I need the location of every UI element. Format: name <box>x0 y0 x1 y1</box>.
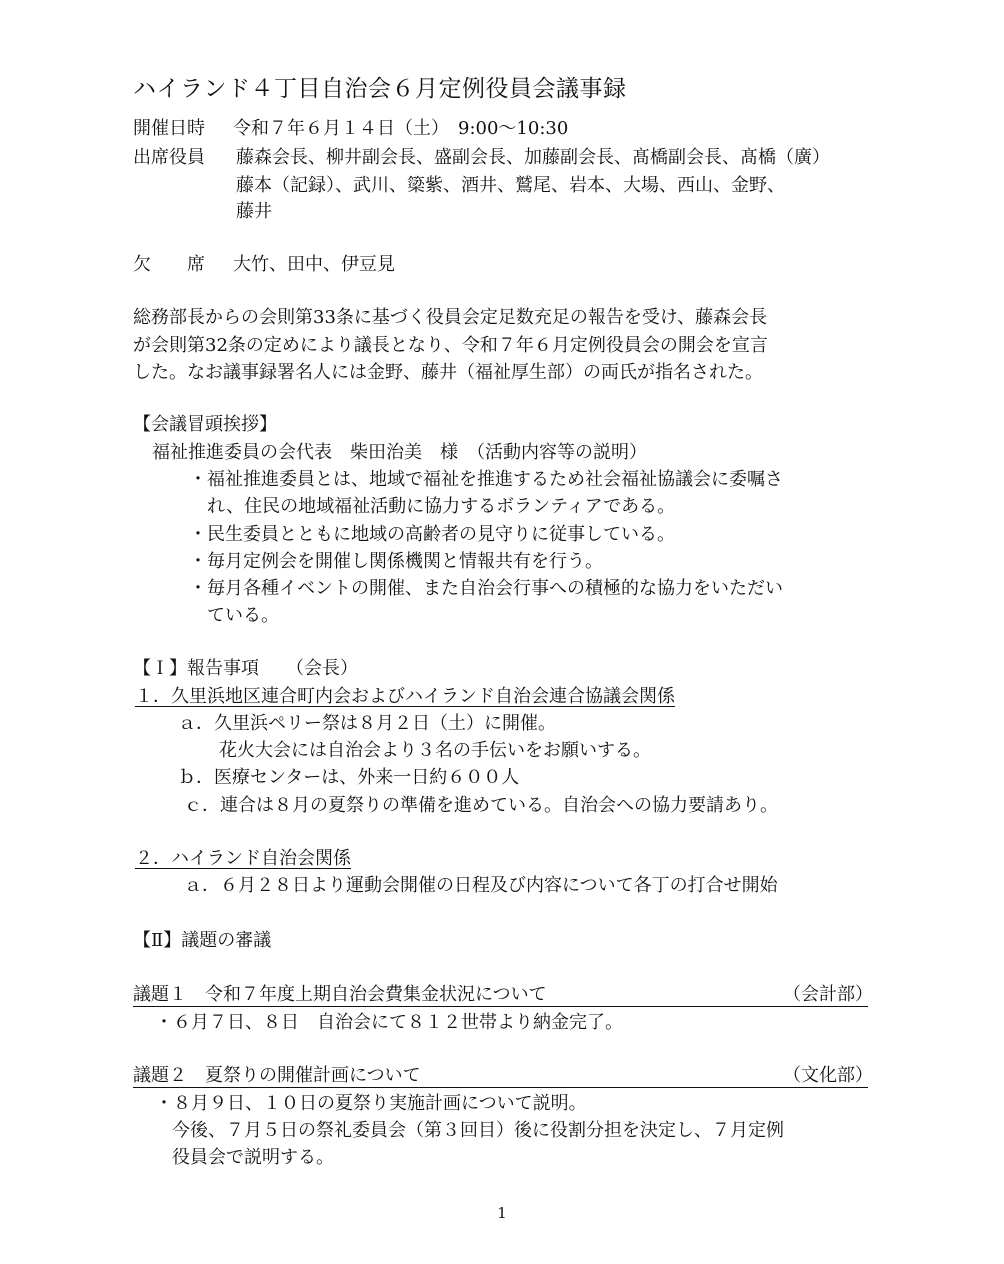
agenda-1-rule <box>133 1006 868 1007</box>
greeting-bullet-1-cont: れ、住民の地域福祉活動に協力するボランティアである。 <box>207 496 676 517</box>
greeting-bullet-4: ・毎月各種イベントの開催、また自治会行事への積極的な協力をいただい <box>189 578 783 599</box>
absent-value: 大竹、田中、伊豆見 <box>233 254 395 275</box>
greeting-speaker: 福祉推進委員の会代表 柴田治美 様 （活動内容等の説明） <box>152 442 647 463</box>
greeting-bullet-4-cont: ている。 <box>207 605 279 626</box>
greeting-bullet-3: ・毎月定例会を開催し関係機関と情報共有を行う。 <box>189 551 603 572</box>
page-number: 1 <box>497 1204 507 1222</box>
report-heading: 【Ｉ】報告事項 （会長） <box>133 658 358 679</box>
agenda-2-line-2: 今後、７月５日の祭礼委員会（第３回目）後に役割分担を決定し、７月定例 <box>172 1120 784 1141</box>
attendees-label: 出席役員 <box>133 147 205 168</box>
agenda-1-line-1: ・６月７日、８日 自治会にて８１２世帯より納金完了。 <box>155 1012 623 1033</box>
absent-label: 欠 席 <box>133 254 205 275</box>
agenda-2-title: 議題２ 夏祭りの開催計画について <box>133 1065 421 1086</box>
attendees-line-3: 藤井 <box>236 201 272 222</box>
agenda-2-dept: （文化部） <box>783 1065 873 1086</box>
agenda-2-rule <box>133 1087 868 1088</box>
meeting-date-value: 令和７年６月１４日（土） 9:00〜10:30 <box>233 118 569 139</box>
report-item-1-c: ｃ．連合は８月の夏祭りの準備を進めている。自治会への協力要請あり。 <box>184 795 778 816</box>
agenda-1-title: 議題１ 令和７年度上期自治会費集金状況について <box>133 984 547 1005</box>
agenda-1-dept: （会計部） <box>783 984 873 1005</box>
report-item-1-title: １．久里浜地区連合町内会およびハイランド自治会連合協議会関係 <box>135 686 675 707</box>
report-item-1-a: ａ．久里浜ペリー祭は８月２日（土）に開催。 <box>178 713 556 734</box>
report-item-1-b: ｂ．医療センターは、外来一日約６００人 <box>178 767 520 788</box>
report-item-2-a: ａ．６月２８日より運動会開催の日程及び内容について各丁の打合せ開始 <box>184 875 778 896</box>
agenda-2-line-3: 役員会で説明する。 <box>172 1147 334 1168</box>
agenda-heading: 【Ⅱ】議題の審議 <box>133 930 272 951</box>
attendees-line-1: 藤森会長、柳井副会長、盛副会長、加藤副会長、髙橋副会長、髙橋（廣） <box>236 147 830 168</box>
greeting-bullet-1: ・福祉推進委員とは、地域で福祉を推進するため社会福祉協議会に委嘱さ <box>189 469 783 490</box>
intro-line-2: が会則第32条の定めにより議長となり、令和７年６月定例役員会の開会を宣言 <box>133 335 768 356</box>
report-item-1-a-cont: 花火大会には自治会より３名の手伝いをお願いする。 <box>219 740 651 761</box>
absent-row <box>133 252 395 278</box>
meeting-date-label: 開催日時 <box>133 118 205 139</box>
greeting-heading: 【会議冒頭挨拶】 <box>133 414 277 435</box>
intro-line-1: 総務部長からの会則第33条に基づく役員会定足数充足の報告を受け、藤森会長 <box>133 307 768 328</box>
greeting-bullet-2: ・民生委員とともに地域の高齢者の見守りに従事している。 <box>189 524 675 545</box>
agenda-2-line-1: ・８月９日、１０日の夏祭り実施計画について説明。 <box>155 1093 587 1114</box>
report-item-2-title: ２．ハイランド自治会関係 <box>135 848 351 869</box>
intro-line-3: した。なお議事録署名人には金野、藤井（福祉厚生部）の両氏が指名された。 <box>133 362 763 383</box>
attendees-line-2: 藤本（記録）、武川、簗紫、酒井、鷲尾、岩本、大場、西山、金野、 <box>236 175 785 196</box>
document-title: ハイランド４丁目自治会６月定例役員会議事録 <box>133 76 627 102</box>
meeting-date-row <box>133 116 568 142</box>
